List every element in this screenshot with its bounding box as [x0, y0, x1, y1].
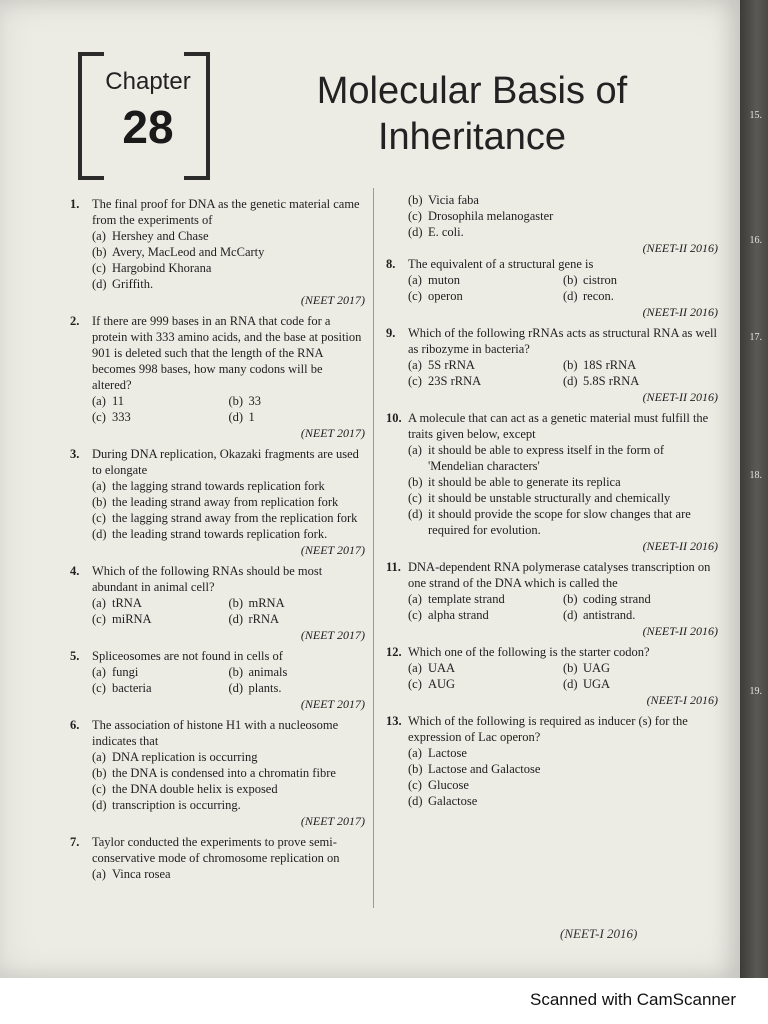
question-text-body: Which of the following rRNAs acts as structural RNA as well as ribozyme in bacteria? — [408, 326, 717, 356]
option-letter: (d) — [92, 798, 107, 812]
question-number: 9. — [386, 326, 396, 340]
option-d — [408, 224, 718, 240]
option-c — [92, 680, 229, 696]
option-text: fungi — [112, 665, 139, 679]
question-source: (NEET 2017) — [300, 628, 365, 642]
question-text — [408, 559, 718, 591]
option-letter: (b) — [563, 358, 578, 372]
option-letter: (c) — [408, 374, 422, 388]
question-6 — [70, 717, 365, 829]
option-letter: (d) — [92, 277, 107, 291]
option-letter: (a) — [92, 394, 106, 408]
option-text: 11 — [112, 394, 125, 408]
question-9 — [386, 325, 718, 405]
option-letter: (b) — [563, 661, 578, 675]
option-c — [92, 510, 365, 526]
option-c — [92, 409, 229, 425]
option-b — [408, 474, 718, 490]
question-text-body: Which one of the following is the starter codon? — [408, 645, 650, 659]
option-c — [408, 208, 718, 224]
option-text: tRNA — [112, 596, 142, 610]
question-text — [92, 196, 365, 228]
question-3 — [70, 446, 365, 558]
option-letter: (c) — [92, 612, 106, 626]
question-text — [92, 313, 365, 393]
question-text — [408, 325, 718, 357]
question-11 — [386, 559, 718, 639]
option-text: 1 — [248, 410, 255, 424]
next-page-question-number: 18. — [749, 470, 762, 481]
question-source: (NEET-II 2016) — [642, 305, 718, 319]
question-source: (NEET 2017) — [300, 293, 365, 307]
option-letter: (d) — [408, 507, 423, 521]
question-text-body: If there are 999 bases in an RNA that code for a protein with 333 amino acids, and the base at position 901 is deleted such that the length of the RNA becomes 998 bases, how many codons will be altered? — [92, 314, 362, 392]
option-text: rRNA — [248, 612, 280, 626]
option-a — [92, 595, 229, 611]
option-a — [408, 745, 718, 761]
next-page-question-number: 16. — [749, 235, 762, 246]
next-page-question-number: 19. — [749, 686, 762, 697]
option-a — [92, 478, 365, 494]
question-4 — [70, 563, 365, 643]
option-letter: (a) — [92, 479, 106, 493]
option-text: coding strand — [583, 592, 651, 606]
option-text: recon. — [583, 289, 614, 303]
question-number: 8. — [386, 257, 396, 271]
option-text: it should be able to express itself in the form of 'Mendelian characters' — [428, 443, 665, 473]
option-text: plants. — [248, 681, 282, 695]
option-list — [408, 272, 718, 304]
question-number: 11. — [386, 560, 401, 574]
option-text: Griffith. — [112, 277, 154, 291]
question-number: 3. — [70, 447, 80, 461]
chapter-title — [262, 68, 682, 160]
option-text: the DNA double helix is exposed — [112, 782, 278, 796]
option-a — [92, 664, 229, 680]
option-text: UGA — [583, 677, 611, 691]
option-c — [92, 611, 229, 627]
question-source: (NEET 2017) — [300, 543, 365, 557]
question-1 — [70, 196, 365, 308]
option-text: muton — [428, 273, 460, 287]
option-d — [563, 676, 718, 692]
option-b — [92, 494, 365, 510]
question-7 — [70, 834, 365, 882]
option-letter: (d) — [563, 677, 578, 691]
option-a — [408, 357, 563, 373]
chapter-badge — [78, 52, 210, 176]
option-text: 5.8S rRNA — [583, 374, 640, 388]
chapter-number: 28 — [122, 101, 174, 153]
question-8 — [386, 256, 718, 320]
option-letter: (b) — [408, 762, 423, 776]
question-number: 6. — [70, 718, 80, 732]
option-text: the leading strand away from replication fork — [112, 495, 339, 509]
question-text-body: DNA-dependent RNA polymerase catalyses transcription on one strand of the DNA which is called the — [408, 560, 711, 590]
option-letter: (a) — [92, 867, 106, 881]
option-a — [92, 393, 229, 409]
question-source: (NEET 2017) — [300, 426, 365, 440]
option-d — [92, 276, 365, 292]
option-text: the lagging strand towards replication fork — [112, 479, 325, 493]
option-letter: (b) — [92, 766, 107, 780]
option-letter: (d) — [408, 225, 423, 239]
question-12 — [386, 644, 718, 708]
option-c — [92, 781, 365, 797]
question-text — [408, 644, 718, 660]
question-source: (NEET-II 2016) — [642, 241, 718, 255]
option-text: template strand — [428, 592, 505, 606]
column-divider — [373, 188, 374, 908]
option-letter: (b) — [92, 495, 107, 509]
option-text: Hargobind Khorana — [112, 261, 212, 275]
option-list — [92, 478, 365, 542]
question-number: 13. — [386, 714, 402, 728]
option-c — [92, 260, 365, 276]
question-5 — [70, 648, 365, 712]
option-list — [92, 749, 365, 813]
option-letter: (b) — [228, 596, 244, 610]
option-text: alpha strand — [428, 608, 489, 622]
option-text: mRNA — [248, 596, 285, 610]
next-page-question-number: 17. — [749, 332, 762, 343]
option-letter: (c) — [92, 511, 106, 525]
option-letter: (b) — [563, 592, 578, 606]
option-text: bacteria — [112, 681, 152, 695]
question-text-body: The association of histone H1 with a nucleosome indicates that — [92, 718, 339, 748]
option-text: DNA replication is occurring — [112, 750, 258, 764]
option-letter: (b) — [228, 665, 244, 679]
option-letter: (d) — [228, 612, 244, 626]
option-text: animals — [248, 665, 288, 679]
option-text: the DNA is condensed into a chromatin fibre — [112, 766, 336, 780]
option-text: it should provide the scope for slow changes that are required for evolution. — [428, 507, 691, 537]
option-letter: (a) — [408, 358, 422, 372]
option-letter: (b) — [408, 193, 423, 207]
option-text: Lactose — [428, 746, 467, 760]
option-d — [92, 526, 365, 542]
option-b — [229, 664, 366, 680]
question-number: 10. — [386, 411, 402, 425]
option-c — [408, 373, 563, 389]
option-b — [92, 765, 365, 781]
option-letter: (a) — [408, 661, 422, 675]
option-b — [563, 660, 718, 676]
question-text — [92, 717, 365, 749]
chapter-title-line-1: Molecular Basis of — [316, 70, 628, 112]
question-13-source: (NEET-I 2016) — [560, 926, 638, 941]
option-a — [92, 749, 365, 765]
option-letter: (c) — [408, 608, 422, 622]
question-text — [92, 563, 365, 595]
question-text-body: Taylor conducted the experiments to prove semi-conservative mode of chromosome replication on — [92, 835, 340, 865]
option-c — [408, 607, 563, 623]
next-page-edge — [740, 0, 768, 978]
question-number: 5. — [70, 649, 80, 663]
option-text: E. coli. — [428, 225, 464, 239]
option-text: Hershey and Chase — [112, 229, 209, 243]
option-text: Glucose — [428, 778, 469, 792]
question-number: 2. — [70, 314, 80, 328]
chapter-title-line-2: Inheritance — [377, 116, 566, 158]
question-7-continued — [408, 192, 718, 256]
option-letter: (a) — [408, 273, 422, 287]
option-letter: (b) — [92, 245, 107, 259]
option-text: 23S rRNA — [428, 374, 482, 388]
question-number: 12. — [386, 645, 402, 659]
question-13 — [386, 713, 718, 809]
option-letter: (c) — [408, 289, 422, 303]
option-list — [92, 595, 365, 627]
option-list — [408, 357, 718, 389]
scanner-watermark: Scanned with CamScanner — [529, 990, 736, 1009]
option-list — [92, 393, 365, 425]
option-list — [92, 664, 365, 696]
option-letter: (a) — [92, 665, 106, 679]
option-text: the lagging strand away from the replication fork — [112, 511, 358, 525]
option-c — [408, 288, 563, 304]
option-letter: (c) — [408, 491, 422, 505]
question-source: (NEET-I 2016) — [646, 693, 718, 707]
option-text: cistron — [583, 273, 618, 287]
question-source: (NEET-II 2016) — [642, 624, 718, 638]
option-d — [408, 506, 718, 538]
option-letter: (b) — [408, 475, 423, 489]
question-text-body: Spliceosomes are not found in cells of — [92, 649, 283, 663]
option-letter: (d) — [408, 794, 423, 808]
option-a — [408, 660, 563, 676]
option-text: UAG — [583, 661, 611, 675]
option-c — [408, 490, 718, 506]
option-list — [408, 745, 718, 809]
question-10 — [386, 410, 718, 554]
option-d — [563, 288, 718, 304]
option-a — [408, 591, 563, 607]
next-page-question-number: 15. — [749, 110, 762, 121]
option-b — [408, 761, 718, 777]
option-b — [563, 357, 718, 373]
question-text-body: A molecule that can act as a genetic material must fulfill the traits given below, except — [408, 411, 709, 441]
option-letter: (a) — [408, 746, 422, 760]
option-letter: (d) — [563, 608, 578, 622]
option-d — [408, 793, 718, 809]
option-letter: (c) — [408, 778, 422, 792]
option-list — [408, 591, 718, 623]
option-letter: (d) — [92, 527, 107, 541]
option-a — [408, 272, 563, 288]
option-text: Vinca rosea — [112, 867, 171, 881]
question-text — [408, 256, 718, 272]
option-text: Vicia faba — [428, 193, 479, 207]
option-b — [408, 192, 718, 208]
option-text: UAA — [428, 661, 456, 675]
option-letter: (a) — [408, 443, 422, 457]
option-d — [92, 797, 365, 813]
question-text — [92, 446, 365, 478]
option-letter: (d) — [228, 410, 244, 424]
option-letter: (d) — [228, 681, 244, 695]
question-text — [92, 648, 365, 664]
option-b — [229, 595, 366, 611]
option-text: AUG — [428, 677, 456, 691]
option-b — [563, 272, 718, 288]
option-d — [229, 680, 366, 696]
option-letter: (b) — [563, 273, 578, 287]
question-source: (NEET-II 2016) — [642, 390, 718, 404]
option-text: miRNA — [112, 612, 152, 626]
option-c — [408, 777, 718, 793]
chapter-label: Chapter — [105, 68, 191, 95]
option-text: 5S rRNA — [428, 358, 475, 372]
question-2 — [70, 313, 365, 441]
question-text — [408, 713, 718, 745]
option-b — [92, 244, 365, 260]
question-text — [408, 410, 718, 442]
question-text-body: During DNA replication, Okazaki fragments are used to elongate — [92, 447, 359, 477]
option-letter: (d) — [563, 289, 578, 303]
question-source: (NEET-II 2016) — [642, 539, 718, 553]
option-letter: (a) — [92, 596, 106, 610]
question-number: 1. — [70, 197, 80, 211]
option-text: Lactose and Galactose — [428, 762, 541, 776]
option-d — [229, 611, 366, 627]
option-letter: (a) — [92, 750, 106, 764]
question-7-options-continued — [408, 192, 718, 240]
option-text: antistrand. — [583, 608, 636, 622]
option-a — [92, 866, 365, 882]
option-list — [408, 442, 718, 538]
option-text: Avery, MacLeod and McCarty — [112, 245, 265, 259]
option-c — [408, 676, 563, 692]
option-letter: (c) — [92, 782, 106, 796]
option-letter: (b) — [228, 394, 244, 408]
option-a — [92, 228, 365, 244]
option-text: Galactose — [428, 794, 478, 808]
option-text: transcription is occurring. — [112, 798, 241, 812]
option-letter: (d) — [563, 374, 578, 388]
option-list — [92, 228, 365, 292]
question-text-body: The equivalent of a structural gene is — [408, 257, 594, 271]
option-b — [563, 591, 718, 607]
option-a — [408, 442, 718, 474]
option-letter: (c) — [408, 209, 422, 223]
option-text: Drosophila melanogaster — [428, 209, 554, 223]
option-text: 33 — [248, 394, 261, 408]
option-text: operon — [428, 289, 463, 303]
question-text-body: Which of the following RNAs should be most abundant in animal cell? — [92, 564, 323, 594]
right-questions — [386, 256, 718, 809]
option-letter: (a) — [92, 229, 106, 243]
option-text: 18S rRNA — [583, 358, 637, 372]
option-text: it should be unstable structurally and chemically — [428, 491, 671, 505]
left-column — [70, 196, 365, 887]
option-b — [229, 393, 366, 409]
option-list — [408, 660, 718, 692]
option-letter: (c) — [92, 410, 106, 424]
option-list — [92, 866, 365, 882]
option-text: it should be able to generate its replica — [428, 475, 621, 489]
question-number: 4. — [70, 564, 80, 578]
option-letter: (c) — [92, 681, 106, 695]
right-column — [386, 192, 718, 814]
question-text-body: The final proof for DNA as the genetic material came from the experiments of — [92, 197, 360, 227]
option-letter: (c) — [408, 677, 422, 691]
option-text: 333 — [112, 410, 131, 424]
question-text-body: Which of the following is required as inducer (s) for the expression of Lac operon? — [408, 714, 688, 744]
question-source: (NEET 2017) — [300, 814, 365, 828]
question-text — [92, 834, 365, 866]
question-number: 7. — [70, 835, 80, 849]
option-letter: (a) — [408, 592, 422, 606]
option-letter: (c) — [92, 261, 106, 275]
option-d — [563, 373, 718, 389]
question-source: (NEET 2017) — [300, 697, 365, 711]
option-text: the leading strand towards replication fork. — [112, 527, 328, 541]
option-d — [229, 409, 366, 425]
option-d — [563, 607, 718, 623]
scanner-footer — [0, 978, 768, 1024]
